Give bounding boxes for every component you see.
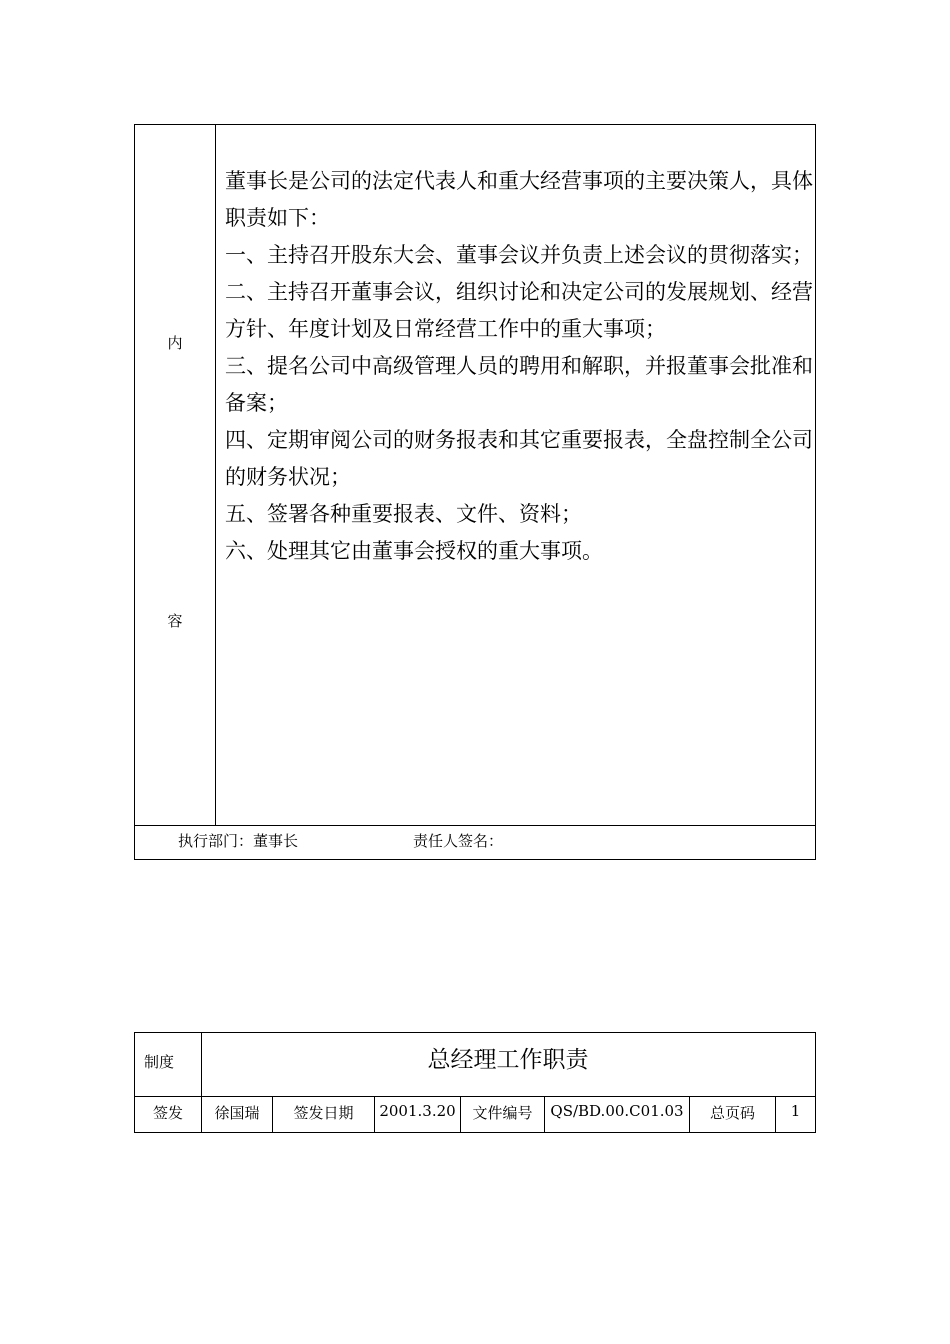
duty-intro: 董事长是公司的法定代表人和重大经营事项的主要决策人，具体职责如下： [225, 169, 813, 230]
content-label-bottom: 容 [167, 612, 183, 630]
doc-number-label: 文件编号 [472, 1104, 533, 1122]
duty-item-5: 五、签署各种重要报表、文件、资料； [225, 502, 582, 526]
content-label-top: 内 [167, 334, 183, 352]
category-label: 制度 [144, 1053, 175, 1071]
issuer-label: 签发 [152, 1104, 183, 1122]
doc-number-value: QS/BD.00.C01.03 [550, 1102, 684, 1120]
total-pages-value: 1 [790, 1102, 801, 1120]
duty-item-3: 三、提名公司中高级管理人员的聘用和解职，并报董事会批准和备案； [225, 354, 813, 415]
responsibilities-table [134, 124, 816, 860]
issuer-value: 徐国瑞 [214, 1104, 260, 1122]
duty-content [225, 163, 815, 570]
duty-item-4: 四、定期审阅公司的财务报表和其它重要报表，全盘控制全公司的财务状况； [225, 428, 813, 489]
document-header-table [134, 1032, 816, 1133]
executing-department: 执行部门：董事长 [178, 832, 299, 850]
content-label-column [135, 125, 216, 825]
duty-item-2: 二、主持召开董事会议，组织讨论和决定公司的发展规划、经营方针、年度计划及日常经营工作中的重大事项； [225, 280, 813, 341]
document-title: 总经理工作职责 [427, 1047, 589, 1073]
duty-item-1: 一、主持召开股东大会、董事会议并负责上述会议的贯彻落实； [225, 243, 813, 267]
issue-date-label: 签发日期 [293, 1104, 354, 1122]
table-footer [135, 825, 815, 859]
duty-item-6: 六、处理其它由董事会授权的重大事项。 [225, 539, 603, 563]
issue-date-value: 2001.3.20 [379, 1102, 456, 1120]
responsible-signature: 责任人签名： [413, 832, 504, 850]
total-pages-label: 总页码 [709, 1104, 755, 1122]
